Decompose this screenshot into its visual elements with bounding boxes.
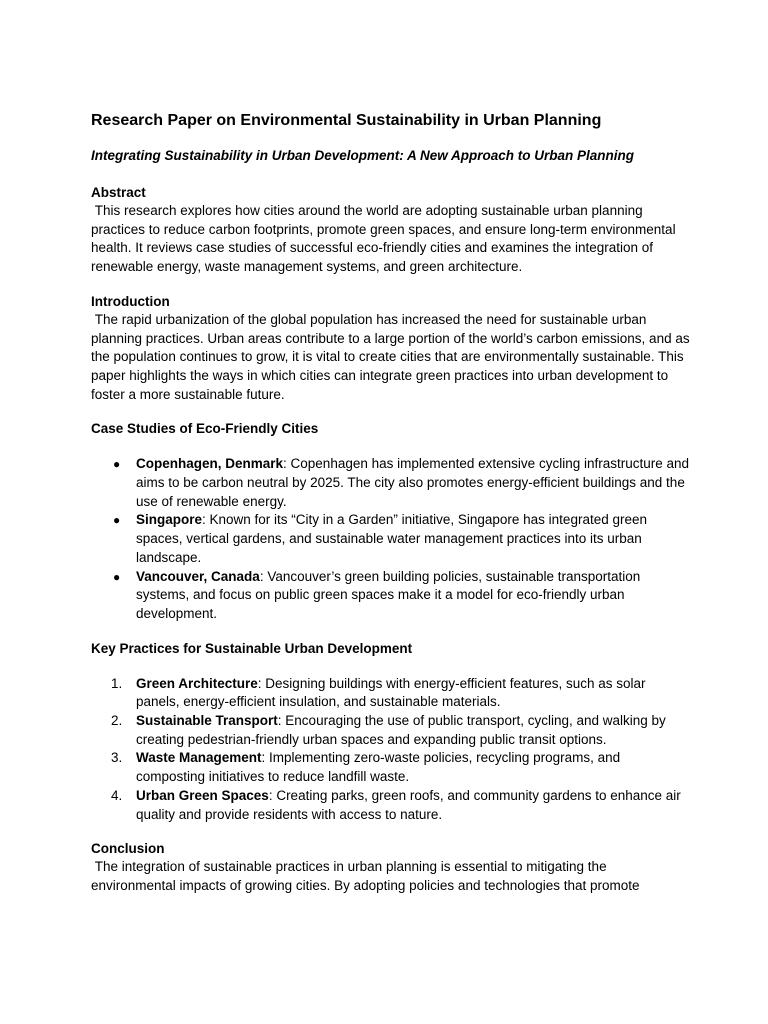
document-content (91, 110, 694, 896)
practice-description: : Implementing zero-waste policies, recycling programs, and composting initiatives to reduce landfill waste. (136, 750, 621, 785)
abstract-text: This research explores how cities around the world are adopting sustainable urban planning practices to reduce carbon footprints, promote green spaces, and ensure long-term environmental health. It reviews case studies of successful eco-friendly cities and examines the integration of renewable energy, waste management systems, and green architecture. (91, 203, 680, 275)
paper-subtitle: Integrating Sustainability in Urban Development: A New Approach to Urban Planning (91, 148, 635, 163)
paper-title: Research Paper on Environmental Sustainability in Urban Planning (91, 112, 602, 129)
list-number: 2. (111, 713, 123, 729)
introduction-section (91, 292, 694, 405)
abstract-heading: Abstract (91, 185, 146, 200)
case-studies-section (91, 419, 691, 623)
key-practices-list (91, 675, 691, 825)
list-item (91, 787, 691, 824)
introduction-heading: Introduction (91, 293, 170, 309)
list-number: 4. (111, 787, 123, 803)
city-description: : Known for its “City in a Garden” initiative, Singapore has integrated green spaces, vertical gardens, and sustainable water management practices into its urban landscape. (136, 512, 648, 565)
bullet-icon: ● (113, 569, 121, 584)
key-practices-section (91, 639, 691, 825)
key-practices-heading: Key Practices for Sustainable Urban Development (91, 640, 413, 656)
conclusion-heading: Conclusion (91, 841, 165, 857)
practice-description: : Designing buildings with energy-efficient features, such as solar panels, energy-efficient insulation, and sustainable materials. (136, 675, 646, 710)
bullet-icon: ● (113, 457, 121, 472)
list-number: 1. (111, 675, 123, 691)
conclusion-section (91, 839, 691, 895)
practice-name: Waste Management (136, 750, 262, 766)
list-item (91, 511, 691, 567)
abstract-section (91, 183, 691, 277)
city-name: Vancouver, Canada (136, 568, 260, 584)
city-description: : Vancouver’s green building policies, sustainable transportation systems, and focus on public green spaces make it a model for eco-friendly urban development. (136, 568, 641, 621)
city-description: : Copenhagen has implemented extensive cycling infrastructure and aims to be carbon neutral by 2025. The city also promotes energy-efficient buildings and the use of renewable energy. (136, 456, 690, 509)
list-item (91, 455, 691, 511)
list-item (91, 712, 691, 749)
list-item (91, 568, 691, 624)
city-name: Singapore (136, 512, 203, 528)
practice-name: Urban Green Spaces (136, 787, 269, 803)
bullet-icon: ● (113, 513, 121, 528)
city-name: Copenhagen, Denmark (136, 456, 284, 472)
list-number: 3. (111, 750, 123, 766)
case-studies-list (91, 455, 691, 623)
practice-description: : Encouraging the use of public transport, cycling, and walking by creating pedestrian-friendly urban spaces and expanding public transit options. (136, 713, 666, 747)
practice-name: Sustainable Transport (136, 713, 278, 729)
list-item (91, 675, 691, 712)
practice-name: Green Architecture (136, 675, 258, 691)
list-item (91, 749, 691, 786)
introduction-text: The rapid urbanization of the global population has increased the need for sustainable urban planning practices. Urban areas contribute to a large portion of the world’s carbon emissions, and as the population continues to grow, it is vital to create cities that are environmentally sustainable. This paper highlights the ways in which cities can integrate green practices into urban development to foster a more sustainable future. (91, 311, 694, 402)
case-studies-heading: Case Studies of Eco-Friendly Cities (91, 421, 319, 437)
conclusion-text: The integration of sustainable practices in urban planning is essential to mitigating the environmental impacts of growing cities. By adopting policies and technologies that promote (91, 859, 640, 893)
practice-description: : Creating parks, green roofs, and community gardens to enhance air quality and provide residents with access to nature. (136, 787, 681, 822)
